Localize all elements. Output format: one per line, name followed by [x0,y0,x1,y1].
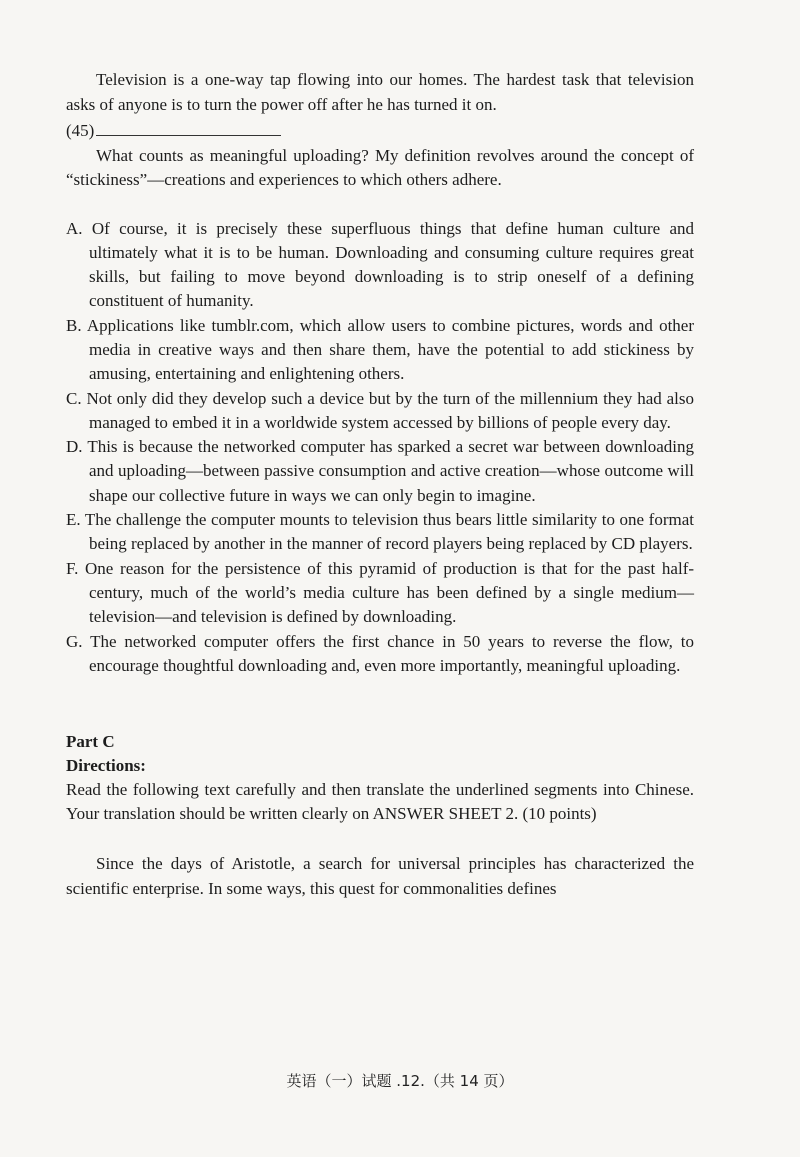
translation-passage: Since the days of Aristotle, a search for universal principles has characterized the scientific enterprise. In some ways, this quest for commonalities defines [66,854,694,898]
paragraph-television-text: Television is a one-way tap flowing into our homes. The hardest task that television asks of anyone is to turn the power off after he has turned it on. [66,70,694,114]
directions-label: Directions: [66,756,146,776]
answer-blank-45 [96,117,281,136]
option-letter: D. [66,437,83,457]
option-b [66,314,694,387]
option-letter: E. [66,510,81,530]
option-text: Not only did they develop such a device but by the turn of the millennium they had also managed to embed it in a worldwide system accessed by billions of people every day. [86,388,695,432]
page-footer: 英语（一）试题 .12.（共 14 页） [286,1072,514,1090]
option-e [66,508,694,557]
paragraph-stickiness: What counts as meaningful uploading? My definition revolves around the concept of “stickiness”—creations and experiences to which others adhere. [66,145,694,189]
option-text: Of course, it is precisely these superfluous things that define human culture and ultimately what it is to be human. Downloading and consuming culture requires great skills, but failing to move beyond downloading is to strip oneself of a defining constituent of humanity. [89,218,695,311]
option-d [66,435,694,508]
exam-page [66,68,694,901]
option-c [66,387,694,436]
option-text: The networked computer offers the first chance in 50 years to reverse the flow, to encourage thoughtful downloading and, even more importantly, meaningful uploading. [89,631,694,675]
option-a [66,217,694,314]
part-c-title: Part C [66,732,115,752]
option-f [66,557,694,630]
option-text: This is because the networked computer has sparked a secret war between downloading and uploading—between passive consumption and active creation—whose outcome will shape our collective future in ways we can only begin to imagine. [87,437,694,505]
option-letter: B. [66,315,82,335]
option-text: Applications like tumblr.com, which allow users to combine pictures, words and other media in creative ways and then share them, have the potential to add stickiness by amusing, entertaining and enlightening others. [86,315,695,384]
option-letter: G. [66,631,83,651]
option-letter: A. [66,218,83,238]
blank-number: (45) [66,121,95,140]
option-letter: F. [66,558,79,578]
directions-text: Read the following text carefully and then translate the underlined segments into Chinese. Your translation should be written clearly on ANSWER SHEET 2. (10 points) [66,780,694,824]
paragraph-television [66,68,694,144]
options-list [66,217,694,679]
option-g [66,630,694,679]
option-letter: C. [66,388,82,408]
part-c-section [66,730,694,826]
option-text: The challenge the computer mounts to television thus bears little similarity to one format being replaced by another in the manner of record players being replaced by CD players. [84,510,694,554]
option-text: One reason for the persistence of this pyramid of production is that for the past half-century, much of the world’s media culture has been defined by a single medium—television—and television is defined by downloading. [85,558,695,627]
